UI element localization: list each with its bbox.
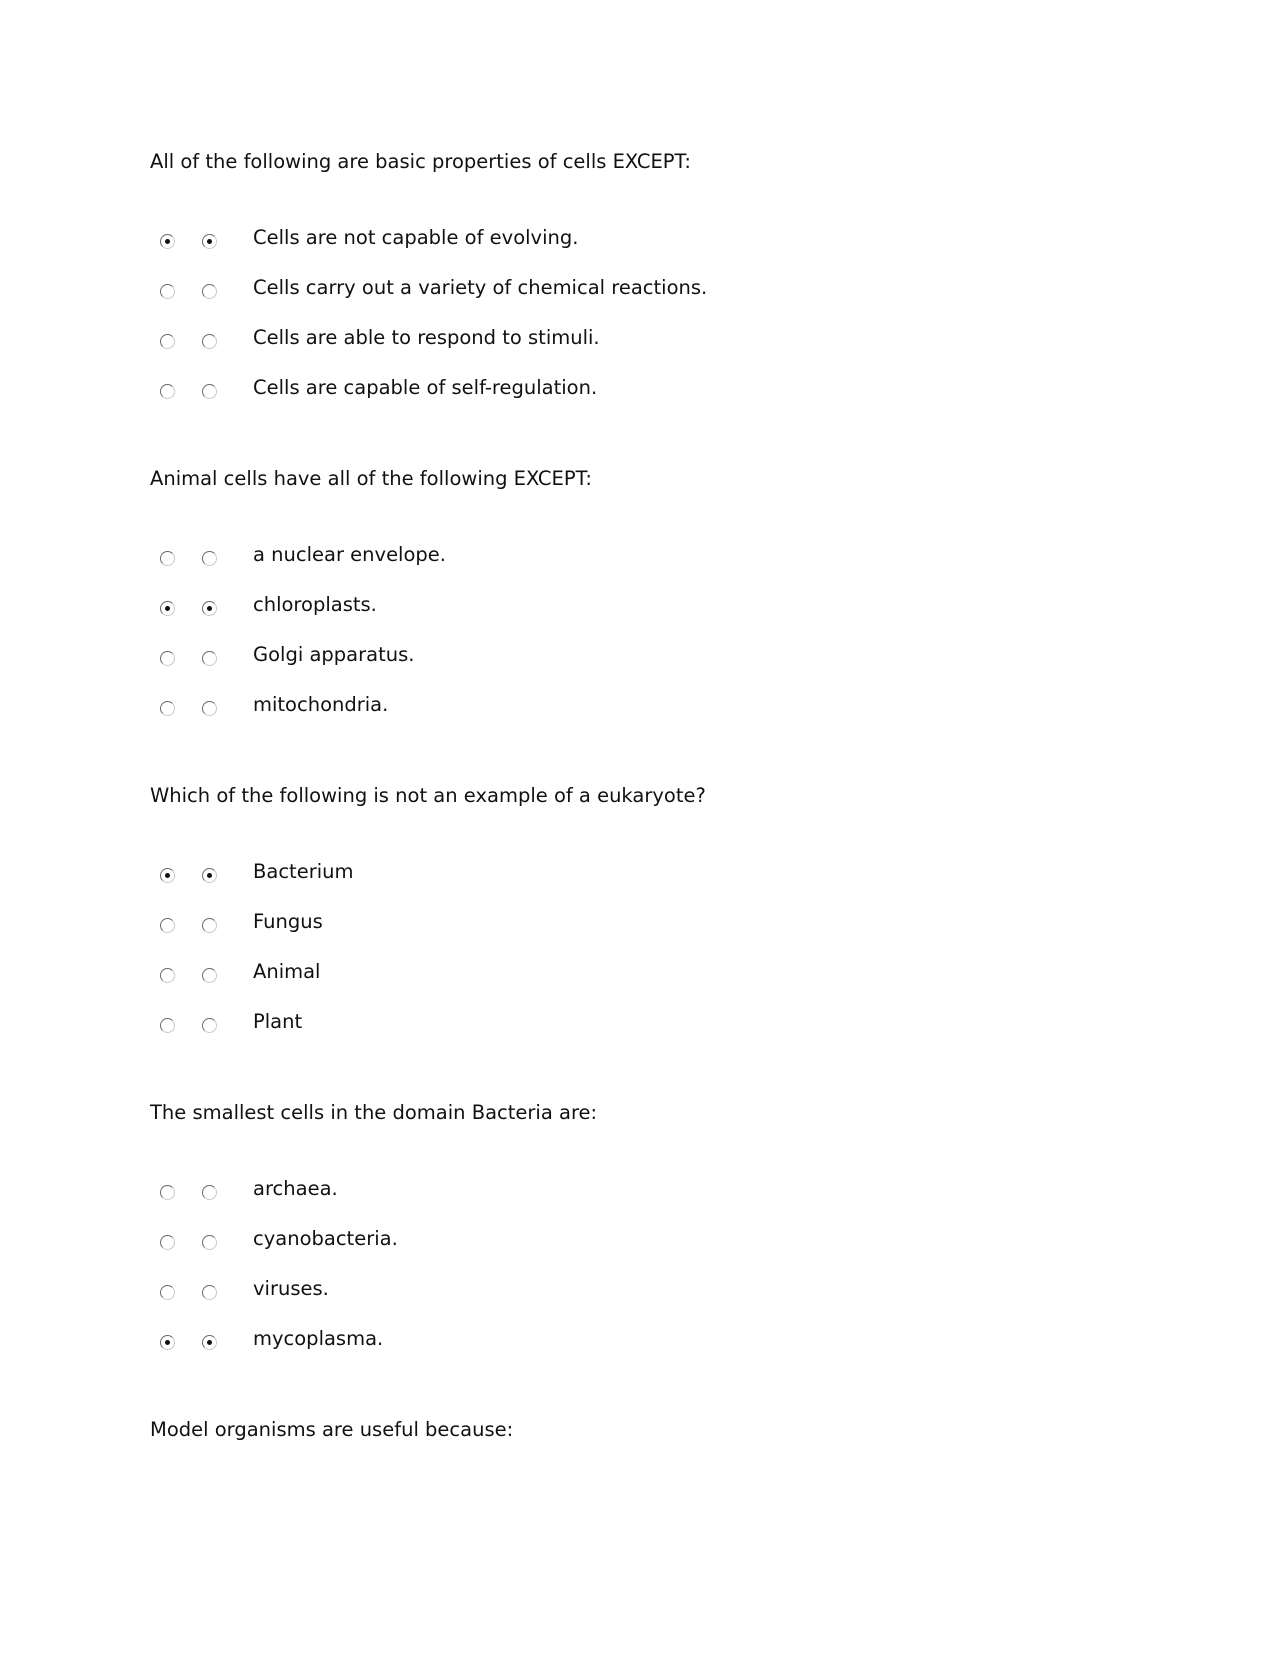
radio-button[interactable]	[160, 384, 175, 399]
option-label: Plant	[253, 1010, 303, 1033]
option-row	[150, 543, 1150, 593]
radio-button[interactable]	[160, 551, 175, 566]
option-label: Fungus	[253, 910, 323, 933]
option-label: Cells are capable of self-regulation.	[253, 376, 598, 399]
option-row	[150, 643, 1150, 693]
question-text: Which of the following is not an example of a eukaryote?	[150, 784, 706, 807]
options-list	[150, 226, 1150, 426]
radio-button[interactable]	[202, 1285, 217, 1300]
option-label: Cells are able to respond to stimuli.	[253, 326, 600, 349]
option-row	[150, 1010, 1150, 1060]
options-list	[150, 1177, 1150, 1377]
question-3	[150, 784, 1150, 1060]
option-row	[150, 276, 1150, 326]
options-list	[150, 860, 1150, 1060]
radio-button[interactable]	[160, 701, 175, 716]
radio-button[interactable]	[202, 651, 217, 666]
option-label: chloroplasts.	[253, 593, 377, 616]
option-row	[150, 1327, 1150, 1377]
radio-button[interactable]	[202, 551, 217, 566]
option-row	[150, 1227, 1150, 1277]
option-label: a nuclear envelope.	[253, 543, 446, 566]
option-row	[150, 1177, 1150, 1227]
option-row	[150, 593, 1150, 643]
option-label: mycoplasma.	[253, 1327, 384, 1350]
option-row	[150, 326, 1150, 376]
radio-button[interactable]	[160, 601, 175, 616]
option-row	[150, 910, 1150, 960]
radio-button[interactable]	[202, 234, 217, 249]
options-list	[150, 543, 1150, 743]
option-row	[150, 226, 1150, 276]
radio-button[interactable]	[202, 384, 217, 399]
radio-button[interactable]	[160, 968, 175, 983]
option-row	[150, 860, 1150, 910]
radio-button[interactable]	[160, 918, 175, 933]
radio-button[interactable]	[202, 1335, 217, 1350]
radio-button[interactable]	[202, 284, 217, 299]
radio-button[interactable]	[160, 284, 175, 299]
option-label: Cells carry out a variety of chemical reactions.	[253, 276, 708, 299]
option-label: mitochondria.	[253, 693, 389, 716]
option-row	[150, 1277, 1150, 1327]
option-label: Cells are not capable of evolving.	[253, 226, 579, 249]
radio-button[interactable]	[160, 651, 175, 666]
radio-button[interactable]	[202, 601, 217, 616]
option-label: Golgi apparatus.	[253, 643, 415, 666]
question-text: Model organisms are useful because:	[150, 1418, 514, 1441]
question-text: The smallest cells in the domain Bacteria are:	[150, 1101, 598, 1124]
radio-button[interactable]	[202, 1235, 217, 1250]
question-2	[150, 467, 1150, 743]
radio-button[interactable]	[160, 1285, 175, 1300]
option-label: Bacterium	[253, 860, 354, 883]
question-1	[150, 150, 1150, 426]
radio-button[interactable]	[160, 1018, 175, 1033]
radio-button[interactable]	[160, 868, 175, 883]
radio-button[interactable]	[160, 334, 175, 349]
radio-button[interactable]	[202, 701, 217, 716]
option-label: archaea.	[253, 1177, 338, 1200]
question-text: Animal cells have all of the following EXCEPT:	[150, 467, 592, 490]
radio-button[interactable]	[202, 968, 217, 983]
option-label: cyanobacteria.	[253, 1227, 398, 1250]
radio-button[interactable]	[202, 1018, 217, 1033]
radio-button[interactable]	[160, 1185, 175, 1200]
radio-button[interactable]	[202, 1185, 217, 1200]
question-4	[150, 1101, 1150, 1377]
option-row	[150, 693, 1150, 743]
radio-button[interactable]	[202, 868, 217, 883]
radio-button[interactable]	[202, 334, 217, 349]
radio-button[interactable]	[160, 1235, 175, 1250]
question-text: All of the following are basic properties of cells EXCEPT:	[150, 150, 691, 173]
radio-button[interactable]	[160, 1335, 175, 1350]
radio-button[interactable]	[160, 234, 175, 249]
radio-button[interactable]	[202, 918, 217, 933]
option-label: Animal	[253, 960, 321, 983]
option-row	[150, 376, 1150, 426]
question-5	[150, 1418, 1150, 1442]
option-label: viruses.	[253, 1277, 329, 1300]
option-row	[150, 960, 1150, 1010]
